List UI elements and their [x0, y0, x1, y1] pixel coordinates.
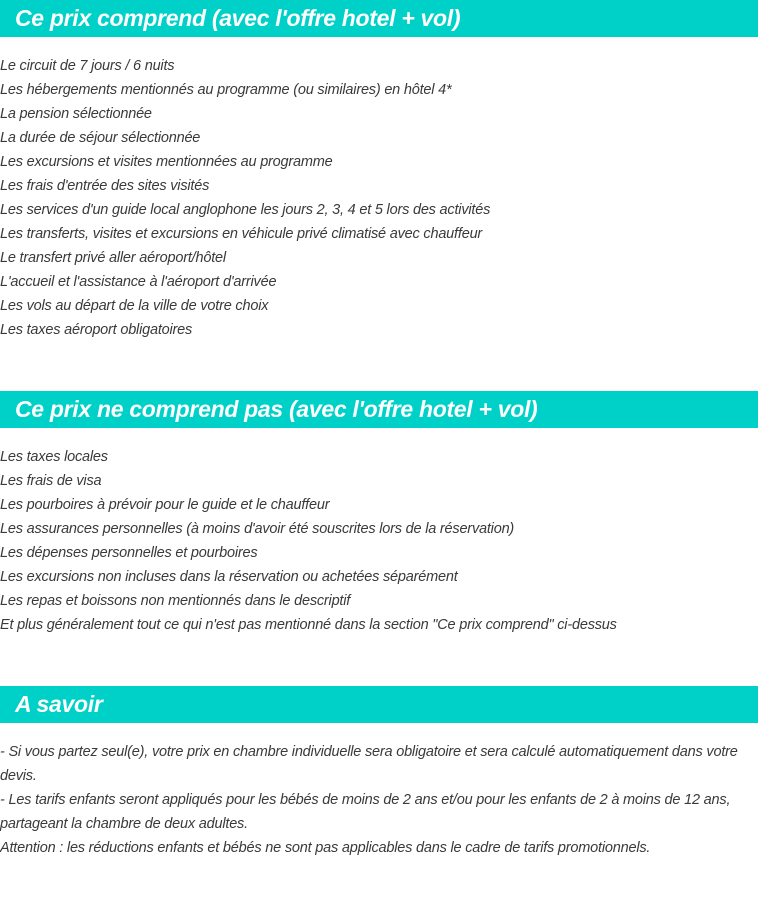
info-paragraph: Attention : les réductions enfants et bébés ne sont pas applicables dans le cadre de tarifs promotionnels.	[0, 840, 651, 856]
list-item: L'accueil et l'assistance à l'aéroport d'arrivée	[0, 274, 277, 290]
includes-section	[0, 0, 758, 342]
list-item: Le circuit de 7 jours / 6 nuits	[0, 58, 175, 74]
excludes-title: Ce prix ne comprend pas (avec l'offre hotel + vol)	[15, 396, 538, 422]
includes-title: Ce prix comprend (avec l'offre hotel + vol)	[15, 5, 461, 31]
info-paragraph: - Les tarifs enfants seront appliqués pour les bébés de moins de 2 ans et/ou pour les enfants de 2 à moins de 12 ans, partageant la chambre de deux adultes.	[0, 792, 731, 832]
list-item: Les taxes locales	[0, 449, 108, 465]
list-item: Les vols au départ de la ville de votre choix	[0, 298, 269, 314]
list-item: Les frais de visa	[0, 473, 102, 489]
list-item: Les excursions non incluses dans la réservation ou achetées séparément	[0, 569, 458, 585]
includes-list	[0, 54, 758, 342]
info-title: A savoir	[15, 691, 103, 717]
includes-banner	[0, 0, 758, 37]
excludes-list	[0, 445, 758, 637]
list-item: Les hébergements mentionnés au programme (ou similaires) en hôtel 4*	[0, 82, 452, 98]
list-item: Les repas et boissons non mentionnés dans le descriptif	[0, 593, 351, 609]
info-notes	[0, 740, 758, 860]
list-item: La durée de séjour sélectionnée	[0, 130, 201, 146]
list-item: Les excursions et visites mentionnées au programme	[0, 154, 333, 170]
list-item: Le transfert privé aller aéroport/hôtel	[0, 250, 226, 266]
list-item: Et plus généralement tout ce qui n'est pas mentionné dans la section "Ce prix comprend" ci-dessus	[0, 617, 617, 633]
list-item: La pension sélectionnée	[0, 106, 152, 122]
excludes-banner	[0, 391, 758, 428]
list-item: Les pourboires à prévoir pour le guide et le chauffeur	[0, 497, 330, 513]
info-paragraph: - Si vous partez seul(e), votre prix en chambre individuelle sera obligatoire et sera calculé automatiquement dans votre devis.	[0, 744, 738, 784]
excludes-section	[0, 391, 758, 637]
list-item: Les services d'un guide local anglophone les jours 2, 3, 4 et 5 lors des activités	[0, 202, 491, 218]
info-banner	[0, 686, 758, 723]
list-item: Les transferts, visites et excursions en véhicule privé climatisé avec chauffeur	[0, 226, 483, 242]
info-section	[0, 686, 758, 860]
list-item: Les dépenses personnelles et pourboires	[0, 545, 258, 561]
list-item: Les taxes aéroport obligatoires	[0, 322, 193, 338]
list-item: Les assurances personnelles (à moins d'avoir été souscrites lors de la réservation)	[0, 521, 515, 537]
list-item: Les frais d'entrée des sites visités	[0, 178, 210, 194]
